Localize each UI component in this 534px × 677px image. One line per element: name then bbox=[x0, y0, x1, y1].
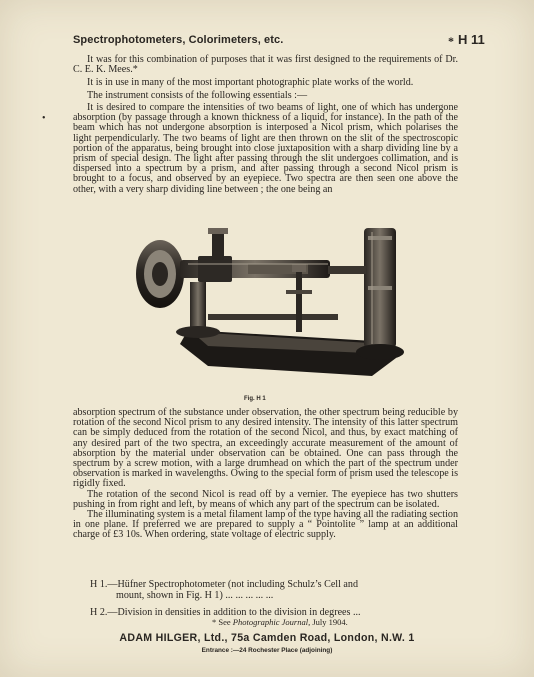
page-header-title: Spectrophotometers, Colorimeters, etc. bbox=[73, 34, 284, 46]
price-description-continued: mount, shown in Fig. H 1) ... ... ... ... ... bbox=[116, 590, 274, 601]
figure-spectrophotometer bbox=[128, 226, 428, 392]
figure-caption: Fig. H 1 bbox=[244, 396, 266, 402]
price-list bbox=[90, 579, 460, 618]
footnote-date: July 1904. bbox=[312, 617, 348, 627]
price-item-h1 bbox=[90, 579, 460, 601]
paragraph-illuminating: The illuminating system is a metal filament lamp of the type having all the radiating section in one plane. If preferred we are prepared to supply a “ Pointolite ” lamp at an additional charge of £3 10s. When ordering, state voltage of electric supply. bbox=[73, 509, 458, 541]
paragraph-vernier: The rotation of the second Nicol is read off by a vernier. The eyepiece has two shutters pushing in from right and left, by means of which any part of the spectrum can be isolated. bbox=[73, 488, 458, 510]
paragraph-mees: It was for this combination of purposes that it was first designed to the requirements of Dr. C. E. K. Mees.* bbox=[73, 54, 458, 76]
footnote-source: Photographic Journal, bbox=[232, 617, 311, 627]
footnote-prefix: * See bbox=[212, 617, 231, 627]
paragraph-absorption: absorption spectrum of the substance under observation, the other spectrum being reducible by rotation of the second Nicol prism to any desired intensity. The intensity of this latter spectrum can be simply deduced from the rotation of the second Nicol, and thus, by exact matching of any desired part of the two spectra, an exceedingly accurate measurement of the amount of absorption by the material under observation can be obtained. One can pass through the spectrum by a screw motion, with a large drumhead on which the part of the spectrum under observation is marked in wavelengths. Owing to the special form of prism used the telescope is rigidly fixed. bbox=[73, 407, 458, 490]
spectrophotometer-illustration-icon bbox=[128, 226, 428, 392]
margin-bullet-icon: • bbox=[42, 113, 46, 124]
price-code: H 2.— bbox=[90, 607, 118, 618]
price-code: H 1.— bbox=[90, 579, 118, 590]
paragraph-spectra bbox=[73, 408, 458, 541]
entrance-note: Entrance :—24 Rochester Place (adjoining) bbox=[201, 647, 333, 654]
paragraph-essentials: The instrument consists of the following essentials :— bbox=[87, 90, 308, 101]
price-description: Hüfner Spectrophotometer (not including Schulz’s Cell and bbox=[117, 579, 358, 590]
paragraph-usage: It is in use in many of the most important photographic plate works of the world. bbox=[87, 77, 414, 88]
paragraph-principle: It is desired to compare the intensities of two beams of light, one of which has undergone absorption (by passage through a known thickness of a liquid, for instance). In the path of the beam which has not undergone absorption is interposed a Nicol prism, which polarises the light perpendicularly. The two beams of light are then thrown on the slit of the spectroscopic portion of the apparatus, being brought into close juxtaposition with a sharp dividing line by a prism of special design. The light after passing through the slit undergoes collimation, and is dispersed into a spectrum by a prism, and after passing through a second Nicol prism is brought to a focus, and observed by an eyepiece. Two spectra are then seen one above the other, with a very sharp dividing line between ; the one being an bbox=[73, 102, 458, 195]
price-description: Division in densities in addition to the division in degrees ... bbox=[117, 607, 361, 618]
page-number: H 11 bbox=[458, 32, 485, 47]
footnote bbox=[212, 617, 348, 627]
company-address: ADAM HILGER, Ltd., 75a Camden Road, London, N.W. 1 bbox=[119, 632, 415, 644]
header-mark: * bbox=[448, 34, 454, 48]
